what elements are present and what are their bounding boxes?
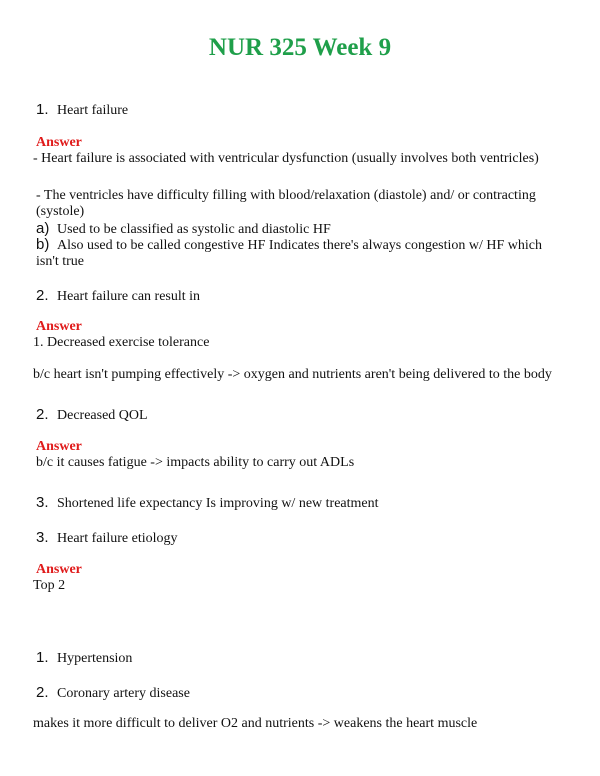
answer-3-detail: makes it more difficult to deliver O2 and nutrients -> weakens the heart muscle [33,716,478,731]
answer-1-line-1: - Heart failure is associated with ventricular dysfunction (usually involves both ventricles) [33,151,539,166]
answer-1-item-a [36,221,331,238]
answer-2-item-1-detail: b/c heart isn't pumping effectively -> oxygen and nutrients aren't being delivered to the body [33,367,552,382]
answer-2-label: Answer [36,319,82,334]
answer-1-item-a-text: Used to be classified as systolic and diastolic HF [57,222,331,237]
answer-3-item-2-text: Coronary artery disease [57,686,190,701]
answer-3-item-1-number: 1. [36,649,49,666]
answer-3-intro: Top 2 [33,578,66,593]
answer-2-item-3-number: 3. [36,494,49,511]
question-3-text: Heart failure etiology [57,531,178,546]
question-2-text: Heart failure can result in [57,289,201,304]
question-2-number: 2. [36,287,49,304]
answer-2-item-2 [36,407,148,424]
answer-1-label: Answer [36,135,82,150]
answer-2b-label: Answer [36,439,82,454]
answer-3-item-1-text: Hypertension [57,651,133,666]
answer-1-line-2: - The ventricles have difficulty filling with blood/relaxation (diastole) and/ or contracting (systole) [36,188,536,219]
page-title: NUR 325 Week 9 [208,34,392,61]
answer-2-item-2-text: Decreased QOL [57,408,148,423]
question-3-number: 3. [36,529,49,546]
answer-2-item-2-number: 2. [36,406,49,423]
answer-3-item-2-number: 2. [36,684,49,701]
question-1-number: 1. [36,101,49,118]
question-1-text: Heart failure [57,103,129,118]
question-1 [36,102,128,119]
answer-3-label: Answer [36,562,82,577]
answer-1-item-b-mark: b) [36,236,50,253]
answer-2-item-1: 1. Decreased exercise tolerance [33,335,210,350]
answer-1-item-b [36,237,561,270]
answer-3-item-2 [36,685,190,702]
answer-2-item-3 [36,495,379,512]
question-2 [36,288,200,305]
answer-2-item-3-text: Shortened life expectancy Is improving w/ new treatment [57,496,379,511]
answer-1-item-a-mark: a) [36,220,50,237]
answer-1-item-b-text: Also used to be called congestive HF Indicates there's always congestion w/ HF which isn't true [36,238,543,269]
answer-3-item-1 [36,650,132,667]
answer-2-item-2-detail: b/c it causes fatigue -> impacts ability to carry out ADLs [36,455,355,470]
question-3 [36,530,178,547]
